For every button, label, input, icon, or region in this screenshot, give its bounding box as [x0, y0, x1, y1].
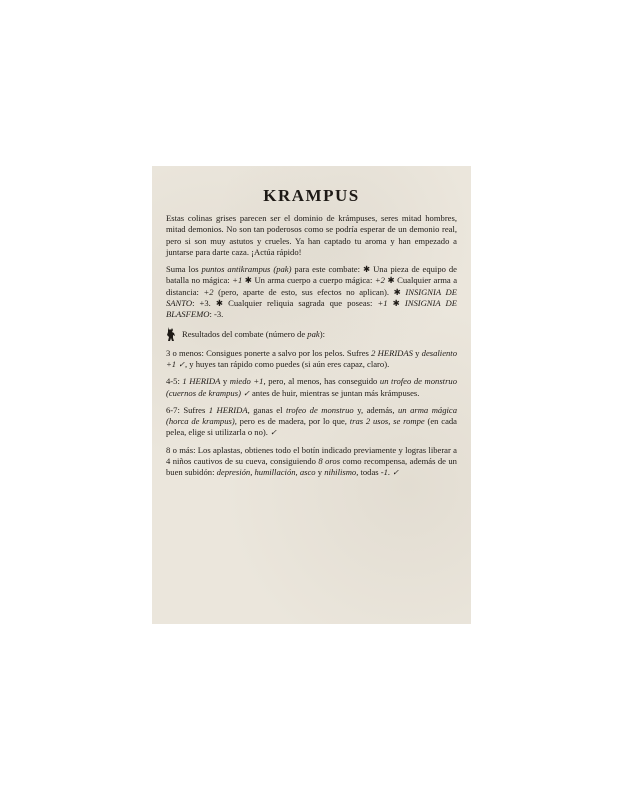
text: , [295, 467, 300, 478]
se-rompe: tras 2 usos, se rompe [349, 416, 425, 427]
text: ✱ [387, 298, 405, 309]
trofeo: un trofeo de monstruo (cuernos de krampus) [166, 376, 458, 398]
text: 8 o más: Los aplastas, obtienes todo el botín indicado previamente y logras liberar a 4 niños cautivos de su cueva, consiguiendo [166, 444, 457, 467]
heridas: 2 HERIDAS [371, 347, 413, 358]
bonus-paragraph [166, 264, 457, 320]
text: , y huyes tan rápido como puedes (si aún eres capaz, claro). [184, 358, 390, 369]
text: , pero es de madera, por lo que, [234, 416, 350, 427]
intro-paragraph: Estas colinas grises parecen ser el dominio de krámpuses, seres mitad hombres, mitad demonios. No son tan poderosos como se podría esperar de un demonio real, pero si son muy astutos y crueles. Ya han captado tu aroma y han empezado a juntarse para darte caza. ¡Actúa rápido! [166, 213, 457, 257]
bonus-value: +1 [232, 275, 243, 286]
card-title: KRAMPUS [263, 186, 360, 205]
text: y [315, 467, 325, 478]
text: 4-5: [166, 376, 183, 387]
bonus-value: +1 [377, 298, 388, 309]
insignia-santo: INSIGNIA DE SANTO [166, 286, 457, 309]
text: , ganas el [247, 404, 286, 415]
text: y [412, 347, 422, 358]
result-4-5 [166, 376, 457, 399]
text: , pero, al menos, has conseguido [263, 376, 380, 387]
trofeo: trofeo de monstruo [285, 404, 354, 415]
text: y, además, [353, 404, 398, 415]
text: ✱ Un arma cuerpo a cuerpo mágica: [242, 275, 375, 286]
text: Suma los [166, 264, 202, 275]
text: 6-7: Sufres [166, 404, 209, 415]
insignia-blasfemo: INSIGNIA DE BLASFEMO [166, 298, 457, 320]
bonus-value: +2 [374, 275, 385, 286]
desaliento: desaliento +1 [166, 347, 457, 369]
text: , todas [356, 467, 381, 478]
text: 3 o menos: Consigues ponerte a salvo por los pelos. Sufres [166, 347, 372, 358]
encounter-card [152, 166, 471, 624]
oros: 8 oros [318, 456, 341, 467]
text: Resultados del combate (número de [182, 328, 308, 339]
result-8-or-more [166, 445, 457, 479]
results-heading [166, 327, 457, 341]
bonus-value: +2 [203, 286, 214, 297]
text: , [250, 467, 255, 478]
text: ): [319, 328, 325, 339]
text: antes de huir, mientras se juntan más krámpuses. [249, 387, 420, 398]
nihilismo: nihilismo [324, 467, 357, 478]
text: como recompensa, además de un buen subidón: [166, 456, 457, 478]
depresion: depresión [216, 467, 251, 478]
text: (en cada pelea, elige si utilizarla o no). [166, 416, 457, 438]
check-mark-icon: ✓ [392, 468, 399, 478]
text: : +3. ✱ Cualquier reliquia sagrada que poseas: [192, 298, 378, 309]
herida: 1 HERIDA [208, 404, 248, 415]
krampus-silhouette-icon [166, 327, 176, 341]
text: ✱ Cualquier arma a distancia: [166, 275, 458, 297]
check-mark-icon: ✓ [243, 388, 250, 398]
humillacion: humillación [254, 467, 296, 478]
check-mark-icon: ✓ [270, 428, 277, 438]
pak-term: pak [307, 328, 320, 339]
arma-magica: un arma mágica (horca de krampus) [166, 404, 458, 427]
check-mark-icon: ✓ [178, 359, 185, 369]
pak-term: puntos antikrampus (pak) [201, 264, 292, 275]
herida: 1 HERIDA [182, 376, 221, 387]
text: (pero, aparte de esto, sus efectos no aplican). ✱ [213, 286, 406, 297]
text: para este combate: ✱ Una pieza de equipo de batalla no mágica: [166, 264, 457, 286]
result-6-7 [166, 405, 457, 439]
text: : -3. [209, 309, 224, 320]
text: y [220, 376, 230, 387]
penalty-value: -1. [380, 467, 391, 478]
result-3-or-less [166, 348, 457, 371]
miedo: miedo +1 [229, 376, 264, 387]
asco: asco [299, 467, 316, 478]
